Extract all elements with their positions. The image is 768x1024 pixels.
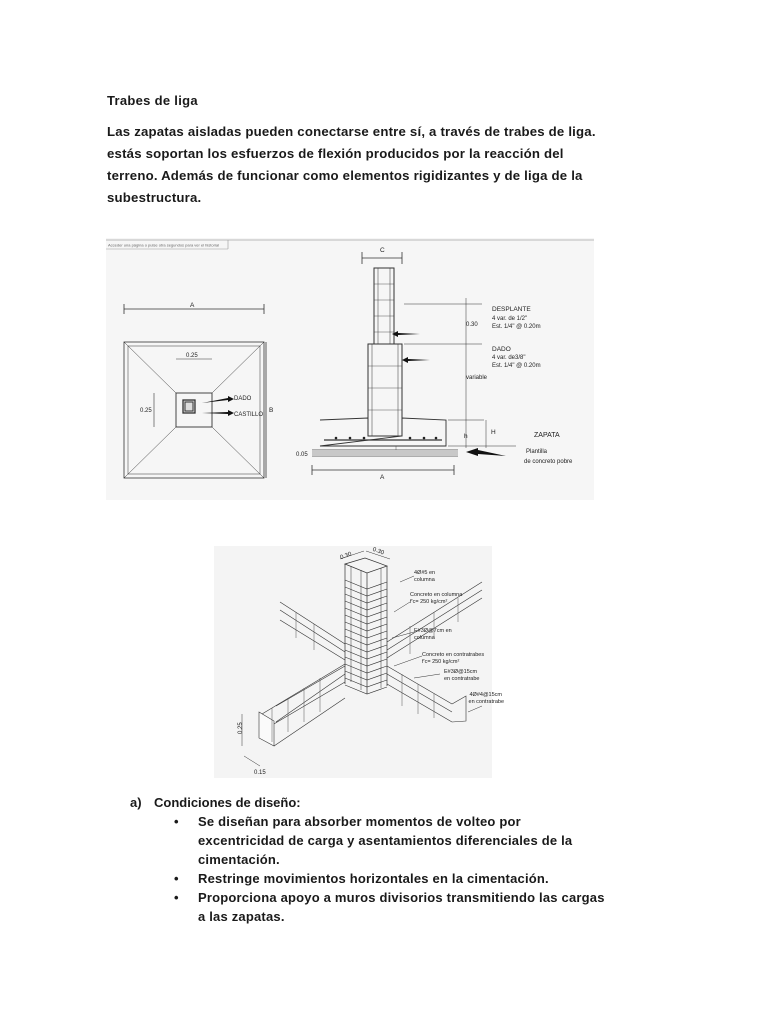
section-dado-spec1: 4 var. de3/8" [492,355,526,361]
list-item-line: a las zapatas. [198,909,285,924]
intro-paragraph [107,121,667,209]
dim-top2: 0.30 [371,546,385,557]
list-item-line: excentricidad de carga y asentamientos diferenciales de la [198,833,573,848]
note-column-bars-b: columna [414,577,435,583]
bullet-marker: • [174,814,179,829]
section-dim-c: C [380,247,385,254]
plan-label-dado: DADO [234,396,252,402]
section-desplante-spec1: 4 var. de 1/2" [492,316,528,322]
section-label-zapata: ZAPATA [534,432,560,439]
section-dim-H: H [491,429,496,436]
list-item-line: Restringe movimientos horizontales en la cimentación. [198,871,549,886]
note-beam-stirrups-b: en contratrabe [444,676,480,682]
bullet-marker: • [174,890,179,905]
section-label-dado: DADO [492,346,511,353]
plan-dim-b: B [269,407,274,414]
dim-top1: 0.30 [339,551,353,562]
design-title-row [130,795,670,810]
design-bullet-list [130,812,670,926]
section-dim-a: A [380,474,385,481]
section-label-variable: variable [466,375,488,381]
note-column-bars-a: 4Ø#5 en [414,570,436,576]
list-item-line: Proporciona apoyo a muros divisorios transmitiendo las cargas [198,890,605,905]
section-dim-030: 0.30 [466,322,478,328]
plan-label-castillo: CASTILLO [234,412,264,418]
list-item-line: Se diseñan para absorber momentos de volteo por [198,814,521,829]
paragraph-line: terreno. Además de funcionar como elementos rigidizantes y de liga de la [107,168,583,183]
note-beam-stirrups-a: E#3Ø@15cm [444,669,478,675]
paragraph-line: estás soportan los esfuerzos de flexión producidos por la reacción del [107,146,564,161]
note-column-stirrups-b: columna [414,635,435,641]
section-dado-spec2: Est. 1/4" @ 0.20m [492,363,541,369]
section-label-concreto: de concreto pobre [524,459,573,465]
paragraph-line: Las zapatas aisladas pueden conectarse entre sí, a través de trabes de liga. [107,124,596,139]
section-desplante-spec2: Est. 1/4" @ 0.20m [492,324,541,330]
note-beam-bars-b: en contratrabe [468,699,504,705]
bullet-marker: • [174,871,179,886]
isometric-joint-drawing [214,546,504,778]
section-dim-h: h [464,433,468,440]
dim-015: 0.15 [254,770,266,776]
note-column-concrete-a: Concreto en columna [410,592,463,598]
section-label-plantilla: Plantilla [526,449,548,455]
footing-drawing [106,238,594,500]
list-item-line: cimentación. [198,852,280,867]
design-conditions [130,795,670,926]
plan-dim-inner-h: 0.25 [140,408,152,414]
plan-dim-inner-w: 0.25 [186,353,198,359]
note-beam-bars-a: 4Ø#4@15cm [469,692,502,698]
list-item [130,888,670,926]
note-beam-concrete-a: Concreto en contratrabes [422,652,485,658]
section-dim-005: 0.05 [296,452,308,458]
design-list-label: a) [130,795,142,810]
caption-bar-text: Acceder una página o pulse otra segundos para ver el historial [108,242,219,248]
section-heading: Trabes de liga [107,93,198,108]
list-item [130,869,670,888]
note-column-concrete-b: f'c= 250 kg/cm² [410,599,448,605]
note-column-stirrups-a: E#3Ø@7cm en [414,628,452,634]
plan-dim-a: A [190,302,195,309]
list-item [130,812,670,869]
paragraph-line: subestructura. [107,190,202,205]
design-title: Condiciones de diseño: [154,795,301,810]
note-beam-concrete-b: f'c= 250 kg/cm² [422,659,460,665]
section-label-desplante: DESPLANTE [492,306,531,313]
dim-025: 0.25 [238,722,244,734]
